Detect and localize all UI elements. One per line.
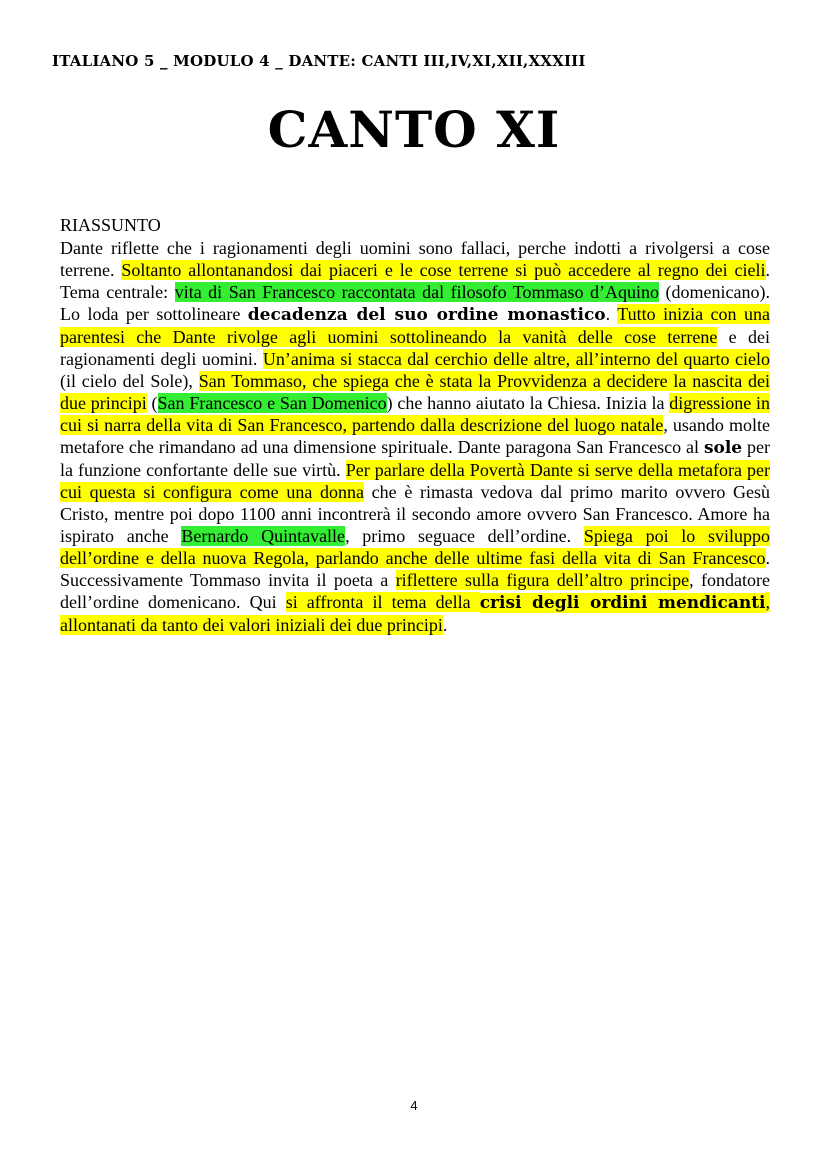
text-segment: che è rimasta vedova dal primo marito ovvero Gesù Cristo, mentre poi dopo 1100 anni incontrerà il secondo amore ovvero San Francesco. Amore ha ispirato anche (60, 482, 770, 546)
green-highlight: San Francesco e San Domenico (157, 393, 387, 413)
text-segment: (domenicano). Lo loda per sottolineare (60, 282, 770, 324)
bold-text: decadenza del suo ordine monastico (247, 305, 606, 325)
yellow-highlight: Soltanto allontanandosi dai piaceri e le cose terrene si può accedere al regno dei cieli (121, 260, 766, 280)
text-segment: . (605, 304, 618, 324)
page-number: 4 (410, 1098, 418, 1113)
summary-paragraph (60, 237, 770, 636)
text-segment: , fondatore dell’ordine domenicano. Qui (60, 570, 771, 612)
bold-text: sole (703, 438, 743, 458)
text-segment: e dei ragionamenti degli uomini. (60, 327, 770, 369)
text-segment: . Successivamente Tommaso invita il poeta a (60, 548, 770, 590)
text-segment: , primo seguace dell’ordine. (345, 526, 584, 546)
yellow-highlight: si affronta il tema della (285, 592, 480, 612)
yellow-highlight: Tutto inizia con una parentesi che Dante rivolge agli uomini sottolineando la vanità delle cose terrene (60, 304, 770, 347)
text-segment: Dante riflette che i ragionamenti degli uomini sono fallaci, perche indotti a rivolgersi a cose terrene. (60, 238, 770, 280)
page-title: CANTO XI (267, 100, 561, 159)
page-header: ITALIANO 5 _ MODULO 4 _ DANTE: CANTI III,IV,XI,XII,XXXIII (52, 52, 586, 70)
text-segment: . Tema centrale: (60, 260, 770, 302)
text-segment: , usando molte metafore che rimandano ad una dimensione spirituale. Dante paragona San Francesco al (60, 415, 770, 457)
yellow-highlight: Spiega poi lo sviluppo dell’ordine e della nuova Regola, parlando anche delle ultime fasi della vita di San Francesco (60, 526, 771, 568)
yellow-highlight-bold: crisi degli ordini mendicanti (479, 593, 766, 613)
text-segment: per la funzione confortante delle sue virtù. (60, 437, 770, 480)
yellow-highlight: Per parlare della Povertà Dante si serve della metafora per cui questa si configura come una donna (60, 460, 770, 502)
yellow-highlight: riflettere sulla figura dell’altro principe (395, 570, 690, 590)
yellow-highlight: San Tommaso, che spiega che è stata la Provvidenza a decidere la nascita dei due principi (60, 371, 771, 413)
text-segment: . (442, 615, 448, 635)
text-segment: (il cielo del Sole), (60, 371, 199, 391)
yellow-highlight: , allontanati da tanto dei valori iniziali dei due principi (60, 592, 770, 635)
green-highlight: Bernardo Quintavalle (181, 526, 346, 546)
text-segment: ) che hanno aiutato la Chiesa. Inizia la (386, 393, 670, 413)
text-segment: ( (146, 393, 158, 413)
green-highlight: vita di San Francesco raccontata dal filosofo Tommaso d’Aquino (174, 282, 660, 302)
section-label: RIASSUNTO (60, 215, 161, 235)
yellow-highlight: Un’anima si stacca dal cerchio delle altre, all’interno del quarto cielo (262, 349, 770, 369)
yellow-highlight: digressione in cui si narra della vita di San Francesco, partendo dalla descrizione del luogo natale (60, 393, 770, 435)
